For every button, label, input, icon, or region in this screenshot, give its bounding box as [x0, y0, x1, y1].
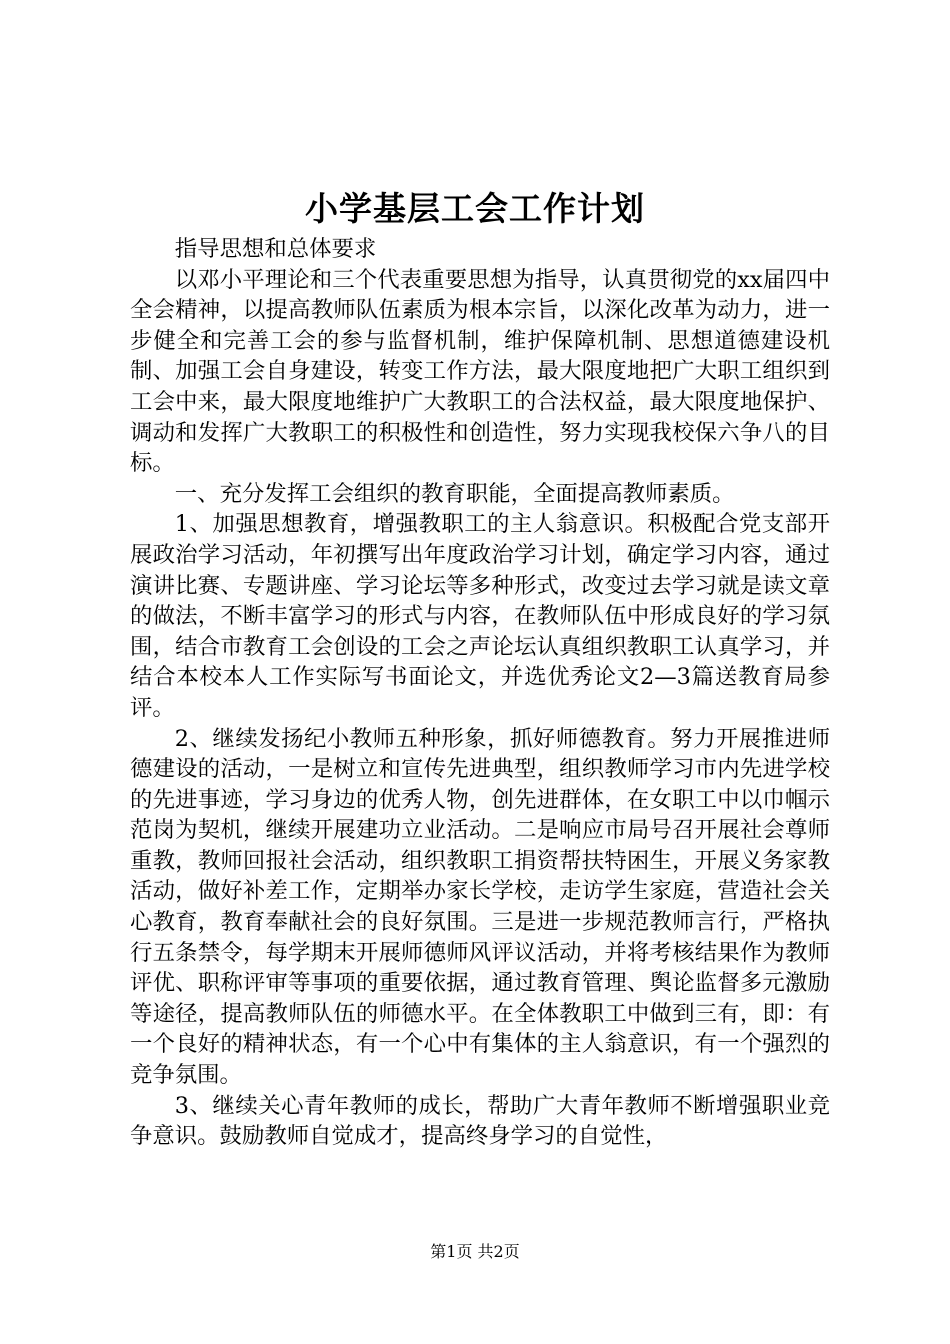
section-heading-1: 一、充分发挥工会组织的教育职能，全面提高教师素质。 — [174, 480, 735, 507]
section-heading-guiding-thought: 指导思想和总体要求 — [174, 236, 377, 262]
paragraph-guiding-thought: 以邓小平理论和三个代表重要思想为指导，认真贯彻党的xx届四中全会精神，以提高教师队伍素质为根本宗旨，以深化改革为动力，进一步健全和完善工会的参与监督机制，维护保障机制、思想道德建设机制、加强工会自身建设，转变工作方法，最大限度地把广大职工组织到工会中来，最大限度地维护广大教职工的合法权益，最大限度地保护、调动和发挥广大教职工的积极性和创造性，努力实现我校保六争八的目标。 — [130, 266, 830, 477]
paragraph-item-2: 2、继续发扬纪小教师五种形象，抓好师德教育。努力开展推进师德建设的活动，一是树立和宣传先进典型，组织教师学习市内先进学校的先进事迹，学习身边的优秀人物，创先进群体，在女职工中以巾帼示范岗为契机，继续开展建功立业活动。二是响应市局号召开展社会尊师重教，教师回报社会活动，组织教职工捐资帮扶特困生，开展义务家教活动，做好补差工作，定期举办家长学校，走访学生家庭，营造社会关心教育，教育奉献社会的良好氛围。三是进一步规范教师言行，严格执行五条禁令，每学期末开展师德师风评议活动，并将考核结果作为教师评优、职称评审等事项的重要依据，通过教育管理、舆论监督多元激励等途径，提高教师队伍的师德水平。在全体教职工中做到三有，即：有一个良好的精神状态，有一个心中有集体的主人翁意识，有一个强烈的竞争氛围。 — [130, 725, 830, 1089]
paragraph-item-1: 1、加强思想教育，增强教职工的主人翁意识。积极配合党支部开展政治学习活动，年初撰写出年度政治学习计划，确定学习内容，通过演讲比赛、专题讲座、学习论坛等多种形式，改变过去学习就是读文章的做法，不断丰富学习的形式与内容，在教师队伍中形成良好的学习氛围，结合市教育工会创设的工会之声论坛认真组织教职工认真学习，并结合本校本人工作实际写书面论文，并选优秀论文2—3篇送教育局参评。 — [130, 511, 830, 721]
document-body — [130, 234, 830, 1152]
paragraph-item-3: 3、继续关心青年教师的成长，帮助广大青年教师不断增强职业竞争意识。鼓励教师自觉成才，提高终身学习的自觉性， — [130, 1092, 830, 1150]
page-number-footer: 第1页 共2页 — [430, 1242, 520, 1261]
document-title: 小学基层工会工作计划 — [305, 189, 645, 228]
